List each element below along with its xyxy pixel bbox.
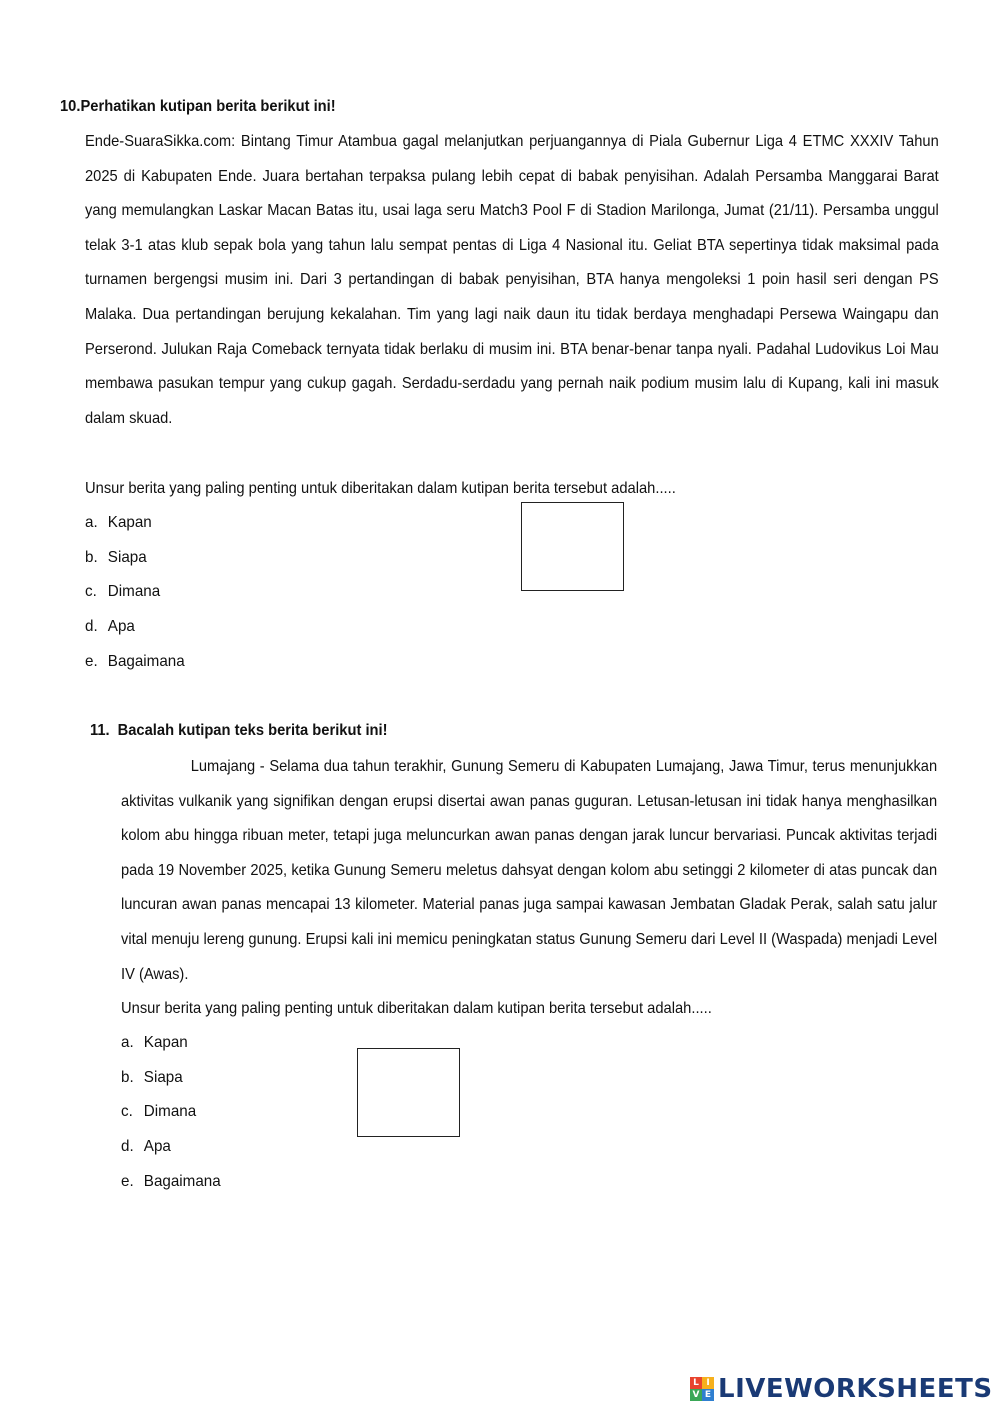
- option-letter: a.: [121, 1034, 134, 1051]
- answer-input-box-10[interactable]: [521, 502, 624, 591]
- answer-input-box-11[interactable]: [357, 1048, 460, 1137]
- option-b: [85, 541, 185, 576]
- option-text: Siapa: [107, 548, 147, 566]
- option-text: Kapan: [107, 514, 152, 531]
- option-letter: a.: [85, 514, 98, 531]
- question-11-title: [90, 721, 388, 741]
- option-letter: e.: [85, 652, 98, 670]
- brand-wordmark: LIVEWORKSHEETS: [718, 1374, 993, 1404]
- option-text: Bagaimana: [143, 1172, 221, 1190]
- option-c: [85, 575, 185, 610]
- option-c: [121, 1095, 221, 1130]
- option-letter: d.: [85, 618, 98, 636]
- question-10-passage: Ende-SuaraSikka.com: Bintang Timur Atambua gagal melanjutkan perjuangannya di Piala Gubernur Liga 4 ETMC XXXIV Tahun 2025 di Kabupaten Ende. Juara bertahan terpaksa pulang lebih cepat di babak penyisihan. Adalah Persamba Manggarai Barat yang memulangkan Laskar Macan Batas itu, usai laga seru Match3 Pool F di Stadion Marilonga, Jumat (21/11). Persamba unggul telak 3-1 atas klub sepak bola yang tahun lalu sempat pentas di Liga 4 Nasional itu. Geliat BTA sepertinya tidak maksimal pada turnamen bergengsi musim ini. Dari 3 pertandingan di babak penyisihan, BTA hanya mengoleksi 1 poin hasil seri dengan PS Malaka. Dua pertandingan berujung kekalahan. Tim yang lagi naik daun itu tidak berdaya menghadapi Persewa Waingapu dan Perserond. Julukan Raja Comeback ternyata tidak berlaku di musim ini. BTA benar-benar tanpa nyali. Padahal Ludovikus Loi Mau membawa pasukan tempur yang cukup gagah. Serdadu-serdadu yang pernah naik podium musim lalu di Kupang, kali ini masuk dalam skuad.: [85, 133, 939, 427]
- option-text: Apa: [143, 1138, 171, 1156]
- logo-letter-v: V: [690, 1389, 702, 1401]
- option-a: [121, 1026, 221, 1061]
- option-d: [121, 1130, 221, 1165]
- liveworksheets-brand: [690, 1372, 993, 1406]
- option-letter: c.: [121, 1103, 133, 1121]
- option-letter: d.: [121, 1138, 134, 1156]
- option-text: Dimana: [143, 1103, 197, 1121]
- option-text: Siapa: [143, 1068, 183, 1086]
- option-text: Apa: [107, 618, 135, 636]
- logo-letter-e: E: [702, 1389, 714, 1401]
- option-b: [121, 1061, 221, 1096]
- option-letter: b.: [85, 548, 98, 566]
- option-d: [85, 610, 185, 645]
- option-e: [85, 645, 185, 680]
- question-10-options: [85, 506, 190, 679]
- question-11-prompt: Unsur berita yang paling penting untuk diberitakan dalam kutipan berita tersebut adalah.....: [121, 1000, 712, 1017]
- liveworksheets-logo-icon: [690, 1377, 714, 1401]
- logo-letter-i: I: [702, 1377, 714, 1389]
- option-letter: c.: [85, 583, 97, 601]
- question-10-prompt: Unsur berita yang paling penting untuk diberitakan dalam kutipan berita tersebut adalah.....: [85, 480, 676, 497]
- question-instruction: Perhatikan kutipan berita berikut ini!: [80, 98, 336, 115]
- option-text: Dimana: [107, 583, 161, 601]
- question-number: 11.: [90, 722, 110, 739]
- option-e: [121, 1165, 221, 1200]
- option-letter: e.: [121, 1172, 134, 1190]
- option-a: [85, 506, 185, 541]
- option-text: Bagaimana: [107, 652, 185, 670]
- question-number: 10.: [60, 98, 81, 115]
- option-letter: b.: [121, 1068, 134, 1086]
- question-10-title: [60, 97, 336, 117]
- question-instruction: Bacalah kutipan teks berita berikut ini!: [117, 722, 388, 739]
- question-11-passage: Lumajang - Selama dua tahun terakhir, Gunung Semeru di Kabupaten Lumajang, Jawa Timur, terus menunjukkan aktivitas vulkanik yang signifikan dengan erupsi disertai awan panas guguran. Letusan-letusan ini tidak hanya menghasilkan kolom abu hingga ribuan meter, tetapi juga meluncurkan awan panas dengan jarak luncur bervariasi. Puncak aktivitas terjadi pada 19 November 2025, ketika Gunung Semeru meletus dahsyat dengan kolom abu setinggi 2 kilometer di atas puncak dan luncuran awan panas mencapai 13 kilometer. Material panas juga sampai kawasan Jembatan Gladak Perak, salah satu jalur vital menuju lereng gunung. Erupsi kali ini memicu peningkatan status Gunung Semeru dari Level II (Waspada) menjadi Level IV (Awas).: [121, 758, 938, 983]
- question-11-options: [121, 1026, 226, 1199]
- logo-letter-l: L: [690, 1377, 702, 1389]
- option-text: Kapan: [143, 1034, 188, 1051]
